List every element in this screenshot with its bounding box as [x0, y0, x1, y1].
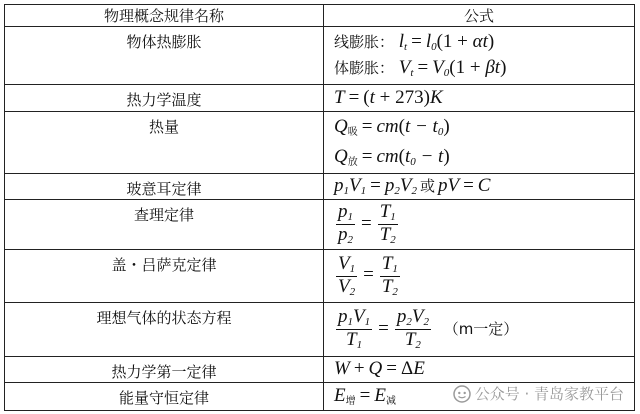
concept-name: 查理定律 — [5, 200, 324, 250]
concept-name: 能量守恒定律 — [5, 383, 324, 411]
heat-absorbed-formula: $Q_吸 = cm(t - t_0)$ — [334, 116, 450, 139]
watermark — [453, 383, 624, 404]
formula-cell — [324, 357, 635, 383]
header-formula: 公式 — [324, 5, 635, 27]
formula-cell — [324, 174, 635, 200]
concept-name: 盖・吕萨克定律 — [5, 250, 324, 303]
table-row — [5, 303, 635, 357]
table-header-row — [5, 5, 635, 27]
line-expansion-formula: 线膨胀： $l_t = l_0(1 + \alpha t)$ — [334, 31, 495, 54]
concept-name: 热力学温度 — [5, 85, 324, 112]
formula-cell — [324, 200, 635, 250]
gay-lussac-law-formula: $\frac{V_1}{V_2}$ = $\frac{T_1}{T_2}$ — [338, 252, 398, 298]
table-row — [5, 357, 635, 383]
table-row — [5, 112, 635, 174]
table-row — [5, 174, 635, 200]
heat-released-formula: $Q_放 = cm(t_0 - t)$ — [334, 145, 450, 168]
header-concept-name: 物理概念规律名称 — [5, 5, 324, 27]
ideal-gas-state-formula: $\frac{p_1V_1}{T_1}$ = $\frac{p_2V_2}{T_2}$ （m一定） — [338, 306, 519, 351]
volume-expansion-formula: 体膨胀： $V_t = V_0(1 + \beta t)$ — [334, 56, 507, 79]
concept-name: 物体热膨胀 — [5, 27, 324, 85]
concept-name: 玻意耳定律 — [5, 174, 324, 200]
charles-law-formula: $\frac{p_1}{p_2}$ = $\frac{T_1}{T_2}$ — [338, 201, 396, 246]
table-row — [5, 85, 635, 112]
concept-name: 热力学第一定律 — [5, 357, 324, 383]
formula-cell — [324, 250, 635, 303]
table-row — [5, 27, 635, 85]
mass-constant-note: （m一定） — [443, 319, 519, 338]
table-row — [5, 250, 635, 303]
formula-cell — [324, 85, 635, 112]
formula-cell — [324, 303, 635, 357]
formula-cell — [324, 112, 635, 174]
formula-cell — [324, 27, 635, 85]
concept-name: 热量 — [5, 112, 324, 174]
physics-formula-table — [4, 4, 635, 411]
concept-name: 理想气体的状态方程 — [5, 303, 324, 357]
watermark-text: 公众号 · 青岛家教平台 — [474, 385, 624, 403]
table-row — [5, 200, 635, 250]
wechat-public-account-icon — [453, 385, 471, 403]
boyle-law-formula: $p_1V_1 = p_2V_2$ 或 pV = C — [334, 174, 491, 197]
first-law-formula: W + Q = ΔE — [334, 358, 425, 380]
energy-conservation-formula: $E_增 = E_减$ — [334, 385, 396, 407]
thermodynamic-temperature-formula: T = (t + 273)K — [334, 86, 443, 108]
